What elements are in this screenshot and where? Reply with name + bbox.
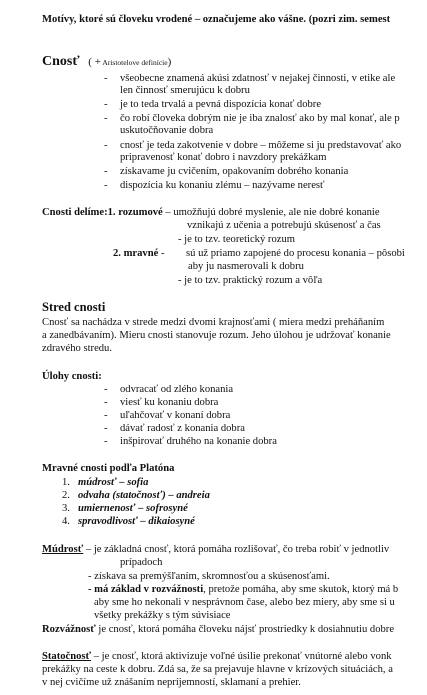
cnost-heading-row (42, 54, 171, 70)
cnost-item-4b: pripravenosť konať dobro i navzdory prekážkam (120, 152, 327, 163)
stred-line-1: Cnosť sa nachádza v strede medzi dvomi krajnosťami ( miera medzi preháňaním (42, 317, 385, 328)
mravne-text: sú už priamo zapojené do procesu konania – pôsobi (186, 248, 405, 259)
mudrost-basis: - má základ v rozvážnosti (88, 584, 204, 595)
cnost-note-close: ) (167, 56, 172, 68)
bullet-dash: - (104, 397, 108, 408)
ulohy-item-4: dávať radosť z konania dobra (120, 423, 245, 434)
mravne-row (113, 248, 165, 260)
platon-num-1: 1. (62, 477, 70, 488)
mravne-label: 2. mravné (113, 248, 159, 259)
ulohy-item-5: inšpirovať druhého na konanie dobra (120, 436, 277, 447)
mudrost-line-1 (42, 544, 389, 556)
cnost-item-2: je to teda trvalá a pevná dispozícia konať dobre (120, 99, 322, 110)
ulohy-heading: Úlohy cnosti: (42, 371, 102, 382)
bullet-dash: - (104, 166, 108, 177)
delime-row-1 (42, 207, 380, 219)
bullet-dash: - (104, 180, 108, 191)
platon-item-4: spravodlivosť – dikaiosyné (78, 516, 195, 527)
mudrost-term: Múdrosť (42, 544, 84, 555)
platon-heading: Mravné cnosti podľa Platóna (42, 463, 175, 474)
cnost-item-1a: všeobecne znamená akúsi zdatnosť v nejakej činnosti, v etike ale (120, 73, 396, 84)
statocnost-line-1 (42, 651, 392, 663)
mudrost-line-2: prípadoch (120, 557, 163, 568)
platon-item-1: múdrosť – sofia (78, 477, 149, 488)
platon-item-2: odvaha (statočnosť) – andreia (78, 490, 210, 501)
mudrost-line-5: aby sme ho nekonali v nesprávnom čase, alebo bez miery, aby sme si u (94, 597, 395, 608)
rozvaznost-text: je cnosť, ktorá pomáha človeku nájsť prostriedky k dosiahnutiu dobre (95, 624, 395, 635)
intro-line: Motívy, ktoré sú človeku vrodené – označujeme ako vášne. (pozri zim. semest (42, 14, 391, 25)
cnost-note: Aristotelove definície (100, 58, 168, 67)
cnost-item-3a: čo robí človeka dobrým nie je iba znalosť ako by mal konať, ale p (120, 113, 400, 124)
mudrost-line-6: všetky prekážky s tým súvisiace (94, 610, 231, 621)
statocnost-term: Statočnosť (42, 651, 92, 662)
rozvaznost-term: Rozvážnosť (42, 624, 96, 635)
rozumove-text: – umožňujú dobré myslenie, ale nie dobré konanie (162, 207, 380, 218)
bullet-dash: - (104, 410, 108, 421)
delime-label: Cnosti delíme: (42, 207, 108, 218)
cnost-note-plus: + (94, 56, 101, 68)
mudrost-text: – je základná cnosť, ktorá pomáha rozlišovať, čo treba robiť v jednotliv (83, 544, 390, 555)
statocnost-line-3: v nej cvičíme už znášaním nepríjemností, sklamaní a prehier. (42, 677, 301, 688)
bullet-dash: - (104, 436, 108, 447)
bullet-dash: - (104, 73, 108, 84)
mudrost-line-3: - získava sa premýšľaním, skromnosťou a skúsenosťami. (88, 571, 330, 582)
platon-num-3: 3. (62, 503, 70, 514)
mravne-line3: - je to tzv. praktický rozum a vôľa (178, 275, 323, 286)
cnost-note-open: ( (88, 56, 95, 68)
stred-line-3: zdravého stredu. (42, 343, 113, 354)
platon-num-2: 2. (62, 490, 70, 501)
mravne-dash: - (158, 248, 165, 259)
ulohy-item-1: odvracať od zlého konania (120, 384, 234, 395)
cnost-item-5: získavame ju cvičením, opakovaním dobrého konania (120, 166, 349, 177)
platon-item-3: umiernenosť – sofrosyné (78, 503, 188, 514)
stred-line-2: a zanedbávaním). Mieru cnosti stanovuje rozum. Jeho úlohou je udržovať konanie (42, 330, 391, 341)
statocnost-line-2: prekážky na ceste k dobru. Zdá sa, že sa prejavuje hlavne v krízových situáciách, a (42, 664, 393, 675)
cnost-heading: Cnosť (42, 54, 80, 69)
mudrost-line-4 (88, 584, 398, 596)
mudrost-basis-rest: , pretože pomáha, aby sme skutok, ktorý má b (203, 584, 399, 595)
rozvaznost-line (42, 624, 394, 636)
rozumove-line3: - je to tzv. teoretický rozum (178, 234, 295, 245)
rozumove-line2: vznikajú z učenia a potrebujú skúsenosť a čas (187, 220, 381, 231)
ulohy-item-2: viesť ku konaniu dobra (120, 397, 219, 408)
bullet-dash: - (104, 423, 108, 434)
rozumove-label: 1. rozumové (107, 207, 163, 218)
cnost-item-1b: len činnosť smerujúcu k dobru (120, 85, 250, 96)
bullet-dash: - (104, 384, 108, 395)
stred-heading: Stred cnosti (42, 300, 106, 314)
cnost-item-3b: uskutočňovanie dobra (120, 125, 214, 136)
platon-num-4: 4. (62, 516, 70, 527)
statocnost-text: – je cnosť, ktorá aktivizuje voľné úsilie prekonať vnútorné alebo vonk (91, 651, 392, 662)
ulohy-item-3: uľahčovať v konaní dobra (120, 410, 231, 421)
bullet-dash: - (104, 113, 108, 124)
cnost-item-4a: cnosť je teda zakotvenie v dobre – môžeme si ju predstavovať ako (120, 140, 402, 151)
mravne-line2: aby ju nasmerovali k dobru (188, 261, 304, 272)
bullet-dash: - (104, 99, 108, 110)
cnost-item-6: dispozícia ku konaniu zlému – nazývame neresť (120, 180, 325, 191)
bullet-dash: - (104, 140, 108, 151)
